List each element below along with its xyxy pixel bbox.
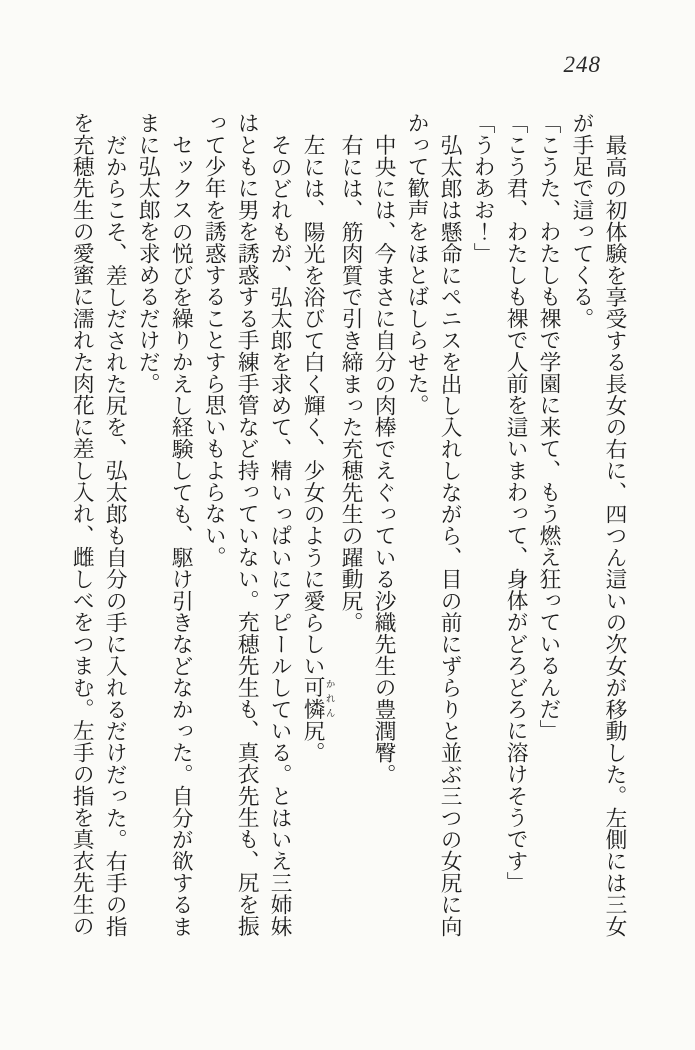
paragraph: 「こう君、わたしも裸で人前を這いまわって、身体がどろどろに溶けそうです」: [504, 112, 529, 894]
paragraph: セックスの悦びを繰りかえし経験しても、駆け引きなどなかった。自分が欲するままに弘太郎を求めるだけだ。: [136, 112, 194, 937]
paragraph: だからこそ、差しだされた尻を、弘太郎も自分の手に入れるだけだった。右手の指を充穂先生の愛蜜に濡れた肉花に差し入れ、雌しべをつまむ。左手の指を真衣先生の: [70, 112, 128, 937]
paragraph: 最高の初体験を享受する長女の右に、四つん這いの次女が移動した。左側には三女が手足で這ってくる。: [570, 112, 627, 937]
ruby-annotation: 可憐かれん: [301, 676, 335, 720]
paragraph: 中央には、今まさに自分の肉棒でえぐっている沙織先生の豊潤臀。: [372, 133, 397, 785]
paragraph: 弘太郎は懸命にペニスを出し入れしながら、目の前にずらりと並ぶ三つの女尻に向かって歓声をほとばしらせた。: [405, 112, 463, 937]
paragraph: 「こうた、わたしも裸で学園に来て、もう燃え狂っているんだ」: [537, 112, 562, 742]
paragraph: 右には、筋肉質で引き締まった充穂先生の躍動尻。: [339, 133, 364, 633]
paragraph: そのどれもが、弘太郎を求めて、精いっぱいにアピールしている。とはいえ三姉妹はともに男を誘惑する手練手管など持っていない。充穂先生も、真衣先生も、尻を振って少年を誘惑することすら思いもよらない。: [202, 112, 293, 937]
page-number: 248: [563, 52, 601, 77]
text-block: [65, 112, 631, 944]
paragraph: 左には、陽光を浴びて白く輝く、少女のように愛らしい可憐かれん尻。: [301, 133, 335, 763]
paragraph: 「うわあお！」: [471, 112, 496, 264]
